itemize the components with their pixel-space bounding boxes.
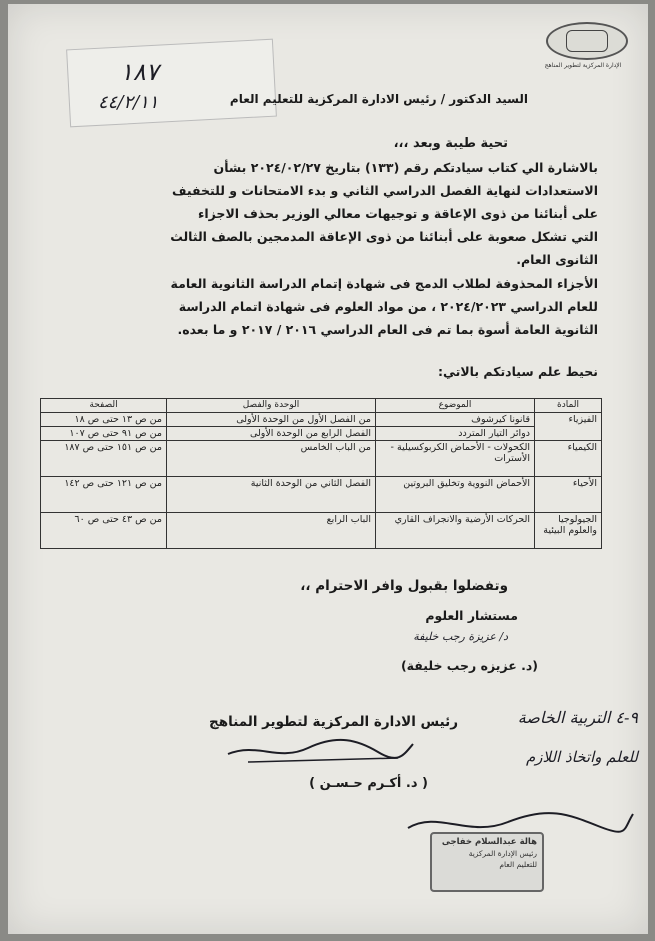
table-row: [41, 427, 602, 441]
stamp-line-3: للتعليم العام: [499, 860, 537, 869]
advisor-name: (د. عزيزه رجب خليفة): [400, 658, 538, 673]
document-page: [8, 4, 648, 934]
advisor-signature: د/ عزيزة رجب خليفة: [413, 630, 508, 643]
stamp-line-1: هالة عبدالسلام خفاجى: [441, 837, 537, 847]
closing-regards: وتفضلوا بقبول وافر الاحترام ،،: [300, 578, 508, 594]
addressee: السيد الدكتور / رئيس الادارة المركزية للتعليم العام: [229, 92, 528, 106]
paragraph-line: الاستعدادات لنهاية الفصل الدراسي الثاني و بدء الامتحانات و للتخفيف: [172, 183, 598, 198]
table-row: [41, 441, 602, 477]
cell-topic: الحركات الأرضية والانجراف القاري: [376, 513, 535, 549]
paragraph-line: التي تشكل صعوبة على أبنائنا من ذوى الإعاقة المدمجين بالصف الثالث: [170, 229, 598, 244]
cell-topic: الأحماض النووية وتخليق البروتين: [376, 477, 535, 513]
cell-unit: الباب الرابع: [167, 513, 376, 549]
logo-caption: الإدارة المركزية لتطوير المناهج: [544, 62, 622, 69]
table-header-row: [41, 399, 602, 413]
handwritten-note-box: [66, 39, 277, 128]
table-intro: نحيط علم سيادتكم بالاتي:: [438, 364, 598, 379]
director-title: رئيس الادارة المركزية لتطوير المناهج: [209, 714, 458, 730]
paragraph-line: بالاشارة الي كتاب سيادتكم رقم (١٣٣) بتاريخ ٢٠٢٤/٠٢/٢٧ بشأن: [213, 160, 598, 175]
cell-topic: قانونا كيرشوف: [376, 413, 535, 427]
table-row: [41, 513, 602, 549]
stamp-line-2: رئيس الإدارة المركزية: [468, 849, 537, 858]
greeting: تحية طيبة وبعد ،،،: [393, 136, 508, 151]
paragraph-2: [68, 272, 598, 341]
header-unit: الوحدة والفصل: [167, 399, 376, 413]
table-row: [41, 413, 602, 427]
cell-pages: من ص ٤٣ حتى ص ٦٠: [41, 513, 167, 549]
cell-unit: من الفصل الأول من الوحدة الأولى: [167, 413, 376, 427]
cell-subject: الكيمياء: [535, 441, 602, 477]
paragraph-line: الثانوى العام.: [516, 252, 598, 267]
cell-topic: دوائر التيار المتردد: [376, 427, 535, 441]
cell-unit: من الباب الخامس: [167, 441, 376, 477]
ministry-logo-icon: [546, 22, 628, 60]
handwritten-referral: ٩-٤ التربية الخاصة: [517, 708, 638, 727]
handwritten-instruction: للعلم واتخاذ اللازم: [526, 748, 638, 766]
table-row: [41, 477, 602, 513]
cell-subject: الجيولوجيا والعلوم البيئية: [535, 513, 602, 549]
advisor-title: مستشار العلوم: [425, 608, 518, 623]
header-pages: الصفحة: [41, 399, 167, 413]
paragraph-line: للعام الدراسي ٢٠٢٤/٢٠٢٣ ، من مواد العلوم فى شهادة اتمام الدراسة: [178, 299, 598, 314]
cell-pages: من ص ١٥١ حتى ص ١٨٧: [41, 441, 167, 477]
header-subject: المادة: [535, 399, 602, 413]
cell-unit: الفصل الثاني من الوحدة الثانية: [167, 477, 376, 513]
cell-unit: الفصل الرابع من الوحدة الأولى: [167, 427, 376, 441]
paragraph-line: الأجزاء المحذوفة لطلاب الدمج فى شهادة إتمام الدراسة الثانوية العامة: [170, 276, 598, 291]
paragraph-1: [68, 156, 598, 271]
handwritten-number: ١٨٧: [120, 58, 159, 86]
cell-pages: من ص ٩١ حتى ص ١٠٧: [41, 427, 167, 441]
cell-topic: الكحولات - الأحماض الكربوكسيلية - الأسترات: [376, 441, 535, 477]
handwritten-date: ٤٤/٢/١١: [98, 92, 159, 113]
official-stamp: [430, 832, 544, 892]
cell-subject: الفيزياء: [535, 413, 602, 441]
director-name: ( د. أكـرم حـسـن ): [309, 776, 428, 791]
cell-subject: الأحياء: [535, 477, 602, 513]
cell-pages: من ص ١٣ حتى ص ١٨: [41, 413, 167, 427]
header-topic: الموضوع: [376, 399, 535, 413]
paragraph-line: على أبنائنا من ذوى الإعاقة و توجيهات معالي الوزير بحذف الاجزاء: [197, 206, 598, 221]
cell-pages: من ص ١٢١ حتى ص ١٤٢: [41, 477, 167, 513]
director-signature-icon: [218, 732, 418, 766]
paragraph-line: الثانوية العامة أسوة بما تم فى العام الدراسي ٢٠١٦ / ٢٠١٧ و ما بعده.: [177, 322, 598, 337]
deleted-parts-table: [40, 398, 602, 549]
